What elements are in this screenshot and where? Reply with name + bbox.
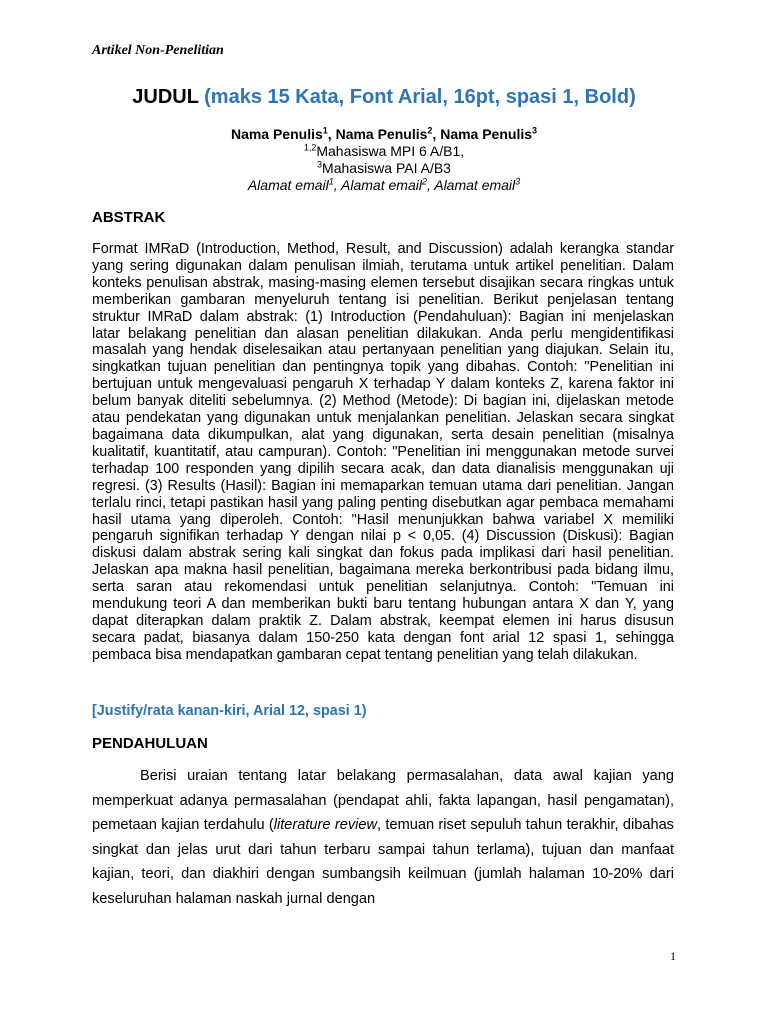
- author-sep: ,: [432, 126, 441, 142]
- author-emails: Alamat email$^1$, Alamat email$^2$, Alamat email$^3$: [247, 176, 521, 193]
- email: Alamat email: [434, 177, 516, 193]
- running-head: Artikel Non-Penelitian: [92, 43, 224, 58]
- title-format-note: (maks 15 Kata, Font Arial, 16pt, spasi 1, Bold): [204, 86, 636, 108]
- article-title: [0, 86, 768, 109]
- author-name: Nama Penulis: [230, 126, 323, 142]
- affiliation-2: $^3$Mahasiswa PAI A/B3: [317, 159, 451, 176]
- pendahuluan-paragraph: Berisi uraian tentang latar belakang permasalahan, data awal kajian yang memperkuat adanya permasalahan (pendapat ahli, fakta lapangan, hasil pengamatan), pemetaan kajian terdahulu (literature review, temuan riset sepuluh tahun terakhir, dibahas singkat dan jelas urut dari tahun terbaru sampai tahun terlama), tujuan dan manfaat kajian, teori, dan diakhiri dengan sumbangsih keilmuan (jumlah halaman 10-20% dari keseluruhan halaman naskah jurnal dengan: [92, 768, 674, 907]
- author-sep: ,: [327, 126, 336, 142]
- abstract-body: Format IMRaD (Introduction, Method, Result, and Discussion) adalah kerangka standar yang sering digunakan dalam penulisan ilmiah, terutama untuk artikel penelitian. Dalam konteks penulisan abstrak, masing-masing elemen tersebut disajikan secara ringkas untuk memberikan gambaran menyeluruh tentang isi penelitian. Berikut penjelasan tentang struktur IMRaD dalam abstrak: (1) Introduction (Pendahuluan): Bagian ini menjelaskan latar belakang penelitian dan alasan penelitian dilakukan. Anda perlu mengidentifikasi masalah yang hendak diselesaikan atau pertanyaan penelitian yang diajukan. Selain itu, singkatkan tujuan penelitian dan pentingnya topik yang dibahas. Contoh: "Penelitian ini bertujuan untuk mengevaluasi pengaruh X terhadap Y dalam konteks Z, karena faktor ini belum banyak diteliti sebelumnya. (2) Method (Metode): Di bagian ini, dijelaskan metode atau pendekatan yang digunakan untuk menjalankan penelitian. Jelaskan secara singkat bagaimana data dikumpulkan, alat yang digunakan, serta desain penelitian (misalnya kualitatif, kuantitatif, atau campuran). Contoh: "Penelitian ini menggunakan metode survei terhadap 100 responden yang dipilih secara acak, dan data dianalisis menggunakan uji regresi. (3) Results (Hasil): Bagian ini memaparkan temuan utama dari penelitian. Jangan terlalu rinci, tetapi pastikan hasil yang paling penting disebutkan agar pembaca memahami hasil utama yang diperoleh. Contoh: "Hasil menunjukkan bahwa variabel X memiliki pengaruh signifikan terhadap Y dengan nilai p < 0,05. (4) Discussion (Diskusi): Bagian diskusi dalam abstrak sering kali singkat dan fokus pada implikasi dari hasil penelitian. Jelaskan apa makna hasil penelitian, bagaimana mereka berkontribusi pada bidang ilmu, serta saran atau rekomendasi untuk penelitian selanjutnya. Contoh: "Temuan ini mendukung teori A dan memberikan bukti baru tentang hubungan antara X dan Y, yang dapat diterapkan dalam praktik Z. Dalam abstrak, keempat elemen ini harus disusun secara padat, biasanya dalam 150-250 kata dengan font arial 12 spasi 1, sehingga pembaca bisa mendapatkan gambaran cepat tentang penelitian yang telah dilakukan.: [92, 241, 674, 663]
- italic-term: literature review: [273, 817, 378, 834]
- affiliation-1: $^{1,2}$Mahasiswa MPI 6 A/B1,: [303, 142, 465, 159]
- author-name: Nama Penulis: [440, 126, 533, 142]
- email: Alamat email: [341, 177, 422, 193]
- abstract-format-note: [Justify/rata kanan-kiri, Arial 12, spasi 1): [92, 703, 367, 719]
- page-number: 1: [670, 949, 676, 963]
- author-sup: 1: [322, 125, 328, 136]
- author-sup: 3: [532, 125, 538, 136]
- title-main: JUDUL: [132, 86, 199, 108]
- author-block: [0, 126, 768, 194]
- author-name: Nama Penulis: [335, 126, 428, 142]
- section-heading-pendahuluan: PENDAHULUAN: [92, 735, 208, 752]
- author-sup: 2: [427, 125, 433, 136]
- email: Alamat email: [247, 177, 329, 193]
- author-names: [0, 126, 768, 143]
- abstract-heading: ABSTRAK: [92, 209, 166, 226]
